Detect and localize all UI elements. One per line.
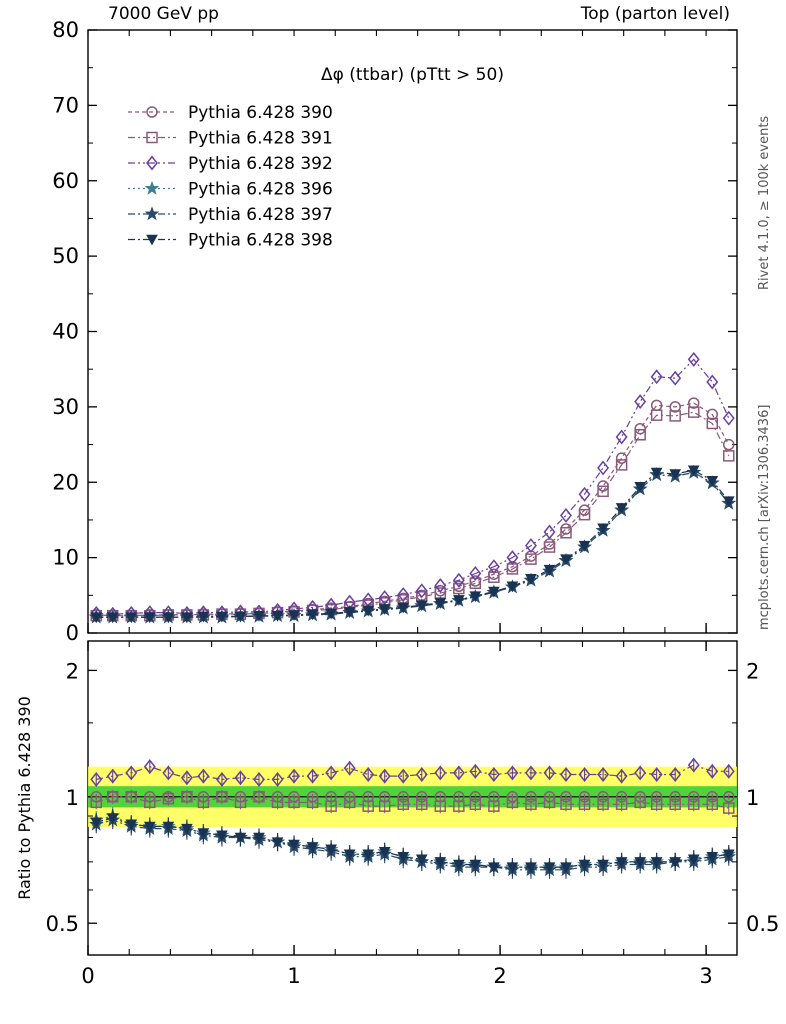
series-line: [96, 403, 729, 616]
data-point: [724, 412, 734, 425]
ratio-y-tick-label: 2: [65, 659, 79, 684]
data-point: [617, 453, 627, 463]
chart-title: Δφ (ttbar) (pTtt > 50): [321, 65, 504, 85]
ratio-y-tick-label-right: 0.5: [746, 912, 780, 937]
y-tick-label: 30: [52, 394, 79, 419]
ratio-y-tick-label-right: 1: [746, 785, 760, 810]
header-left: 7000 GeV pp: [108, 4, 219, 24]
data-point: [545, 526, 555, 539]
y-tick-label: 40: [52, 319, 79, 344]
legend-label: Pythia 6.428 392: [188, 154, 333, 174]
legend-entry-5[interactable]: [128, 231, 333, 251]
series-line: [96, 412, 729, 616]
data-point: [561, 509, 571, 521]
legend-label: Pythia 6.428 390: [188, 103, 333, 123]
y-tick-label: 0: [65, 621, 79, 645]
legend-label: Pythia 6.428 397: [188, 205, 333, 225]
series-line: [96, 470, 729, 617]
legend-label: Pythia 6.428 396: [188, 179, 333, 200]
legend-entry-2[interactable]: [128, 154, 333, 174]
main-panel-frame: [88, 30, 737, 633]
x-tick-label: 2: [493, 964, 507, 988]
data-point: [617, 431, 627, 444]
y-tick-label: 70: [52, 93, 79, 118]
legend-entry-1[interactable]: [128, 129, 333, 149]
legend-label: Pythia 6.428 398: [188, 230, 333, 251]
y-tick-label: 20: [52, 470, 79, 495]
data-point: [707, 376, 717, 389]
ratio-axis-label: Ratio to Pythia 6.428 390: [15, 696, 34, 900]
legend-entry-0[interactable]: [128, 103, 333, 123]
data-point: [635, 395, 645, 408]
y-tick-label: 80: [52, 18, 79, 42]
legend-marker: [146, 182, 158, 193]
x-tick-label: 0: [81, 964, 95, 988]
legend-marker: [146, 208, 158, 219]
series-main-1: [91, 407, 734, 621]
data-point: [598, 462, 608, 475]
y-tick-label: 50: [52, 244, 79, 269]
y-tick-label: 10: [52, 545, 79, 570]
x-tick-label: 1: [287, 964, 301, 988]
header-right: Top (parton level): [580, 4, 730, 24]
side-label-rivet: Rivet 4.1.0, ≥ 100k events: [757, 115, 772, 290]
y-tick-label: 60: [52, 168, 79, 193]
side-label-mcplots: mcplots.cern.ch [arXiv:1306.3436]: [757, 404, 772, 630]
legend-entry-4[interactable]: [128, 205, 333, 225]
ratio-y-tick-label: 1: [65, 785, 79, 810]
x-tick-label: 3: [699, 964, 713, 988]
ratio-y-tick-label-right: 2: [746, 659, 760, 684]
legend-label: Pythia 6.428 391: [188, 128, 333, 149]
ratio-y-tick-label: 0.5: [45, 912, 79, 937]
legend-entry-3[interactable]: [128, 180, 333, 200]
series-main-0: [91, 398, 734, 621]
